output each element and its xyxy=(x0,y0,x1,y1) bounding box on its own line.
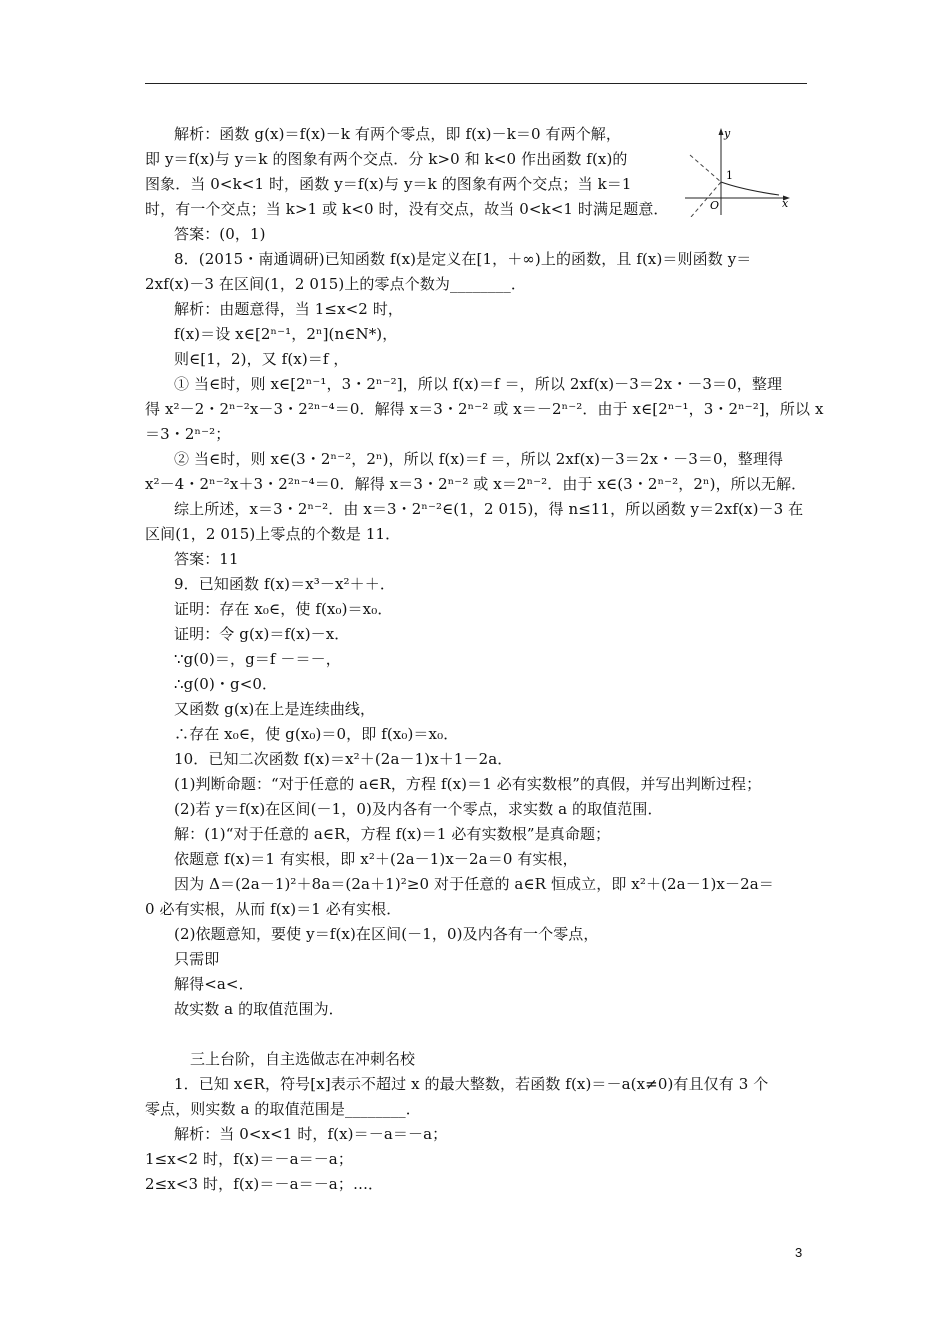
text-line: 时，有一个交点；当 k>1 或 k<0 时，没有交点，故当 0<k<1 时满足题意． xyxy=(145,200,669,218)
text-line: 解：(1)“对于任意的 a∈R，方程 f(x)＝1 必有实数根”是真命题； xyxy=(174,825,611,843)
header-rule xyxy=(145,83,807,84)
text-line: 得 x²－2・2ⁿ⁻²x－3・2²ⁿ⁻⁴＝0．解得 x＝3・2ⁿ⁻² 或 x＝－2ⁿ⁻²．由于 x∈[2ⁿ⁻¹，3・2ⁿ⁻²]，所以 x xyxy=(145,400,824,418)
text-line: 综上所述，x＝3・2ⁿ⁻²．由 x＝3・2ⁿ⁻²∈(1，2 015)，得 n≤11，所以函数 y＝2xf(x)－3 在 xyxy=(174,500,804,518)
text-line: (2)若 y＝f(x)在区间(－1，0)及内各有一个零点，求实数 a 的取值范围． xyxy=(174,800,663,818)
text-line: 9．已知函数 f(x)＝x³－x²＋＋． xyxy=(174,575,395,593)
text-line: 依题意 f(x)＝1 有实根，即 x²＋(2a－1)x－2a＝0 有实根， xyxy=(174,850,578,868)
text-line: 解析：函数 g(x)＝f(x)－k 有两个零点，即 f(x)－k＝0 有两个解， xyxy=(174,125,621,143)
text-line: 证明：存在 x₀∈，使 f(x₀)＝x₀． xyxy=(174,600,393,618)
text-line: f(x)＝设 x∈[2ⁿ⁻¹，2ⁿ](n∈N*)， xyxy=(174,325,398,343)
section-title: 三上台阶，自主选做志在冲刺名校 xyxy=(190,1050,416,1068)
text-line: 0 必有实根，从而 f(x)＝1 必有实根． xyxy=(145,900,402,918)
page-number: 3 xyxy=(795,1245,803,1260)
text-line: 因为 Δ＝(2a－1)²＋8a＝(2a＋1)²≥0 对于任意的 a∈R 恒成立，即 x²＋(2a－1)x－2a＝ xyxy=(174,875,774,893)
text-line: 图象．当 0<k<1 时，函数 y＝f(x)与 y＝k 的图象有两个交点；当 k＝1 xyxy=(145,175,632,193)
text-line: 又函数 g(x)在上是连续曲线， xyxy=(174,700,376,718)
text-line: ＝3・2ⁿ⁻²； xyxy=(145,425,231,443)
y-label: y xyxy=(724,127,731,140)
text-line: ① 当∈时，则 x∈[2ⁿ⁻¹，3・2ⁿ⁻²]，所以 f(x)＝f ＝，所以 2xf(x)－3＝2x・－3＝0，整理 xyxy=(174,375,783,393)
text-line: 故实数 a 的取值范围为． xyxy=(174,1000,344,1018)
text-line: 零点，则实数 a 的取值范围是________． xyxy=(145,1100,421,1118)
text-line: 答案：11 xyxy=(174,550,239,568)
text-line: ∴存在 x₀∈，使 g(x₀)＝0，即 f(x₀)＝x₀． xyxy=(174,725,459,743)
text-line: (2)依题意知，要使 y＝f(x)在区间(－1，0)及内各有一个零点， xyxy=(174,925,599,943)
text-line: ∴g(0)・g<0． xyxy=(174,675,278,693)
text-line: 10．已知二次函数 f(x)＝x²＋(2a－1)x＋1－2a． xyxy=(174,750,513,768)
text-line: 答案：(0，1) xyxy=(174,225,266,243)
text-line: 解析：当 0<x<1 时，f(x)＝－a＝－a； xyxy=(174,1125,448,1143)
text-line: x²－4・2ⁿ⁻²x＋3・2²ⁿ⁻⁴＝0．解得 x＝3・2ⁿ⁻² 或 x＝2ⁿ⁻²．由于 x∈(3・2ⁿ⁻²，2ⁿ)，所以无解． xyxy=(145,475,807,493)
curve xyxy=(721,182,779,195)
text-line: 区间(1，2 015)上零点的个数是 11． xyxy=(145,525,401,543)
text-line: 2≤x<3 时，f(x)＝－a＝－a；…． xyxy=(145,1175,384,1193)
point-label: 1 xyxy=(726,169,733,182)
x-label: x xyxy=(782,197,789,210)
text-line: 只需即 xyxy=(174,950,220,968)
text-line: 解得<a<． xyxy=(174,975,254,993)
text-line: 1．已知 x∈R，符号[x]表示不超过 x 的最大整数，若函数 f(x)＝－a(x≠0)有且仅有 3 个 xyxy=(174,1075,769,1093)
text-line: 即 y＝f(x)与 y＝k 的图象有两个交点．分 k>0 和 k<0 作出函数 f(x)的 xyxy=(145,150,628,168)
text-line: 1≤x<2 时，f(x)＝－a＝－a； xyxy=(145,1150,353,1168)
text-line: 2xf(x)－3 在区间(1，2 015)上的零点个数为________． xyxy=(145,275,526,293)
origin-label: O xyxy=(710,199,720,212)
text-line: ② 当∈时，则 x∈(3・2ⁿ⁻²，2ⁿ)，所以 f(x)＝f ＝，所以 2xf(x)－3＝2x・－3＝0，整理得 xyxy=(174,450,784,468)
y-axis-arrow xyxy=(719,128,724,135)
text-line: 则∈[1，2)，又 f(x)＝f ， xyxy=(174,350,349,368)
text-line: 解析：由题意得，当 1≤x<2 时， xyxy=(174,300,404,318)
text-line: (1)判断命题：“对于任意的 a∈R，方程 f(x)＝1 必有实数根”的真假，并写出判断过程； xyxy=(174,775,762,793)
text-line: 证明：令 g(x)＝f(x)－x． xyxy=(174,625,350,643)
dashed-line-left-upper xyxy=(690,155,721,182)
function-graph-figure xyxy=(683,125,793,217)
text-line: ∵g(0)＝，g＝f －＝－， xyxy=(174,650,341,668)
text-line: 8．(2015・南通调研)已知函数 f(x)是定义在[1，＋∞)上的函数，且 f(x)＝则函数 y＝ xyxy=(174,250,752,268)
